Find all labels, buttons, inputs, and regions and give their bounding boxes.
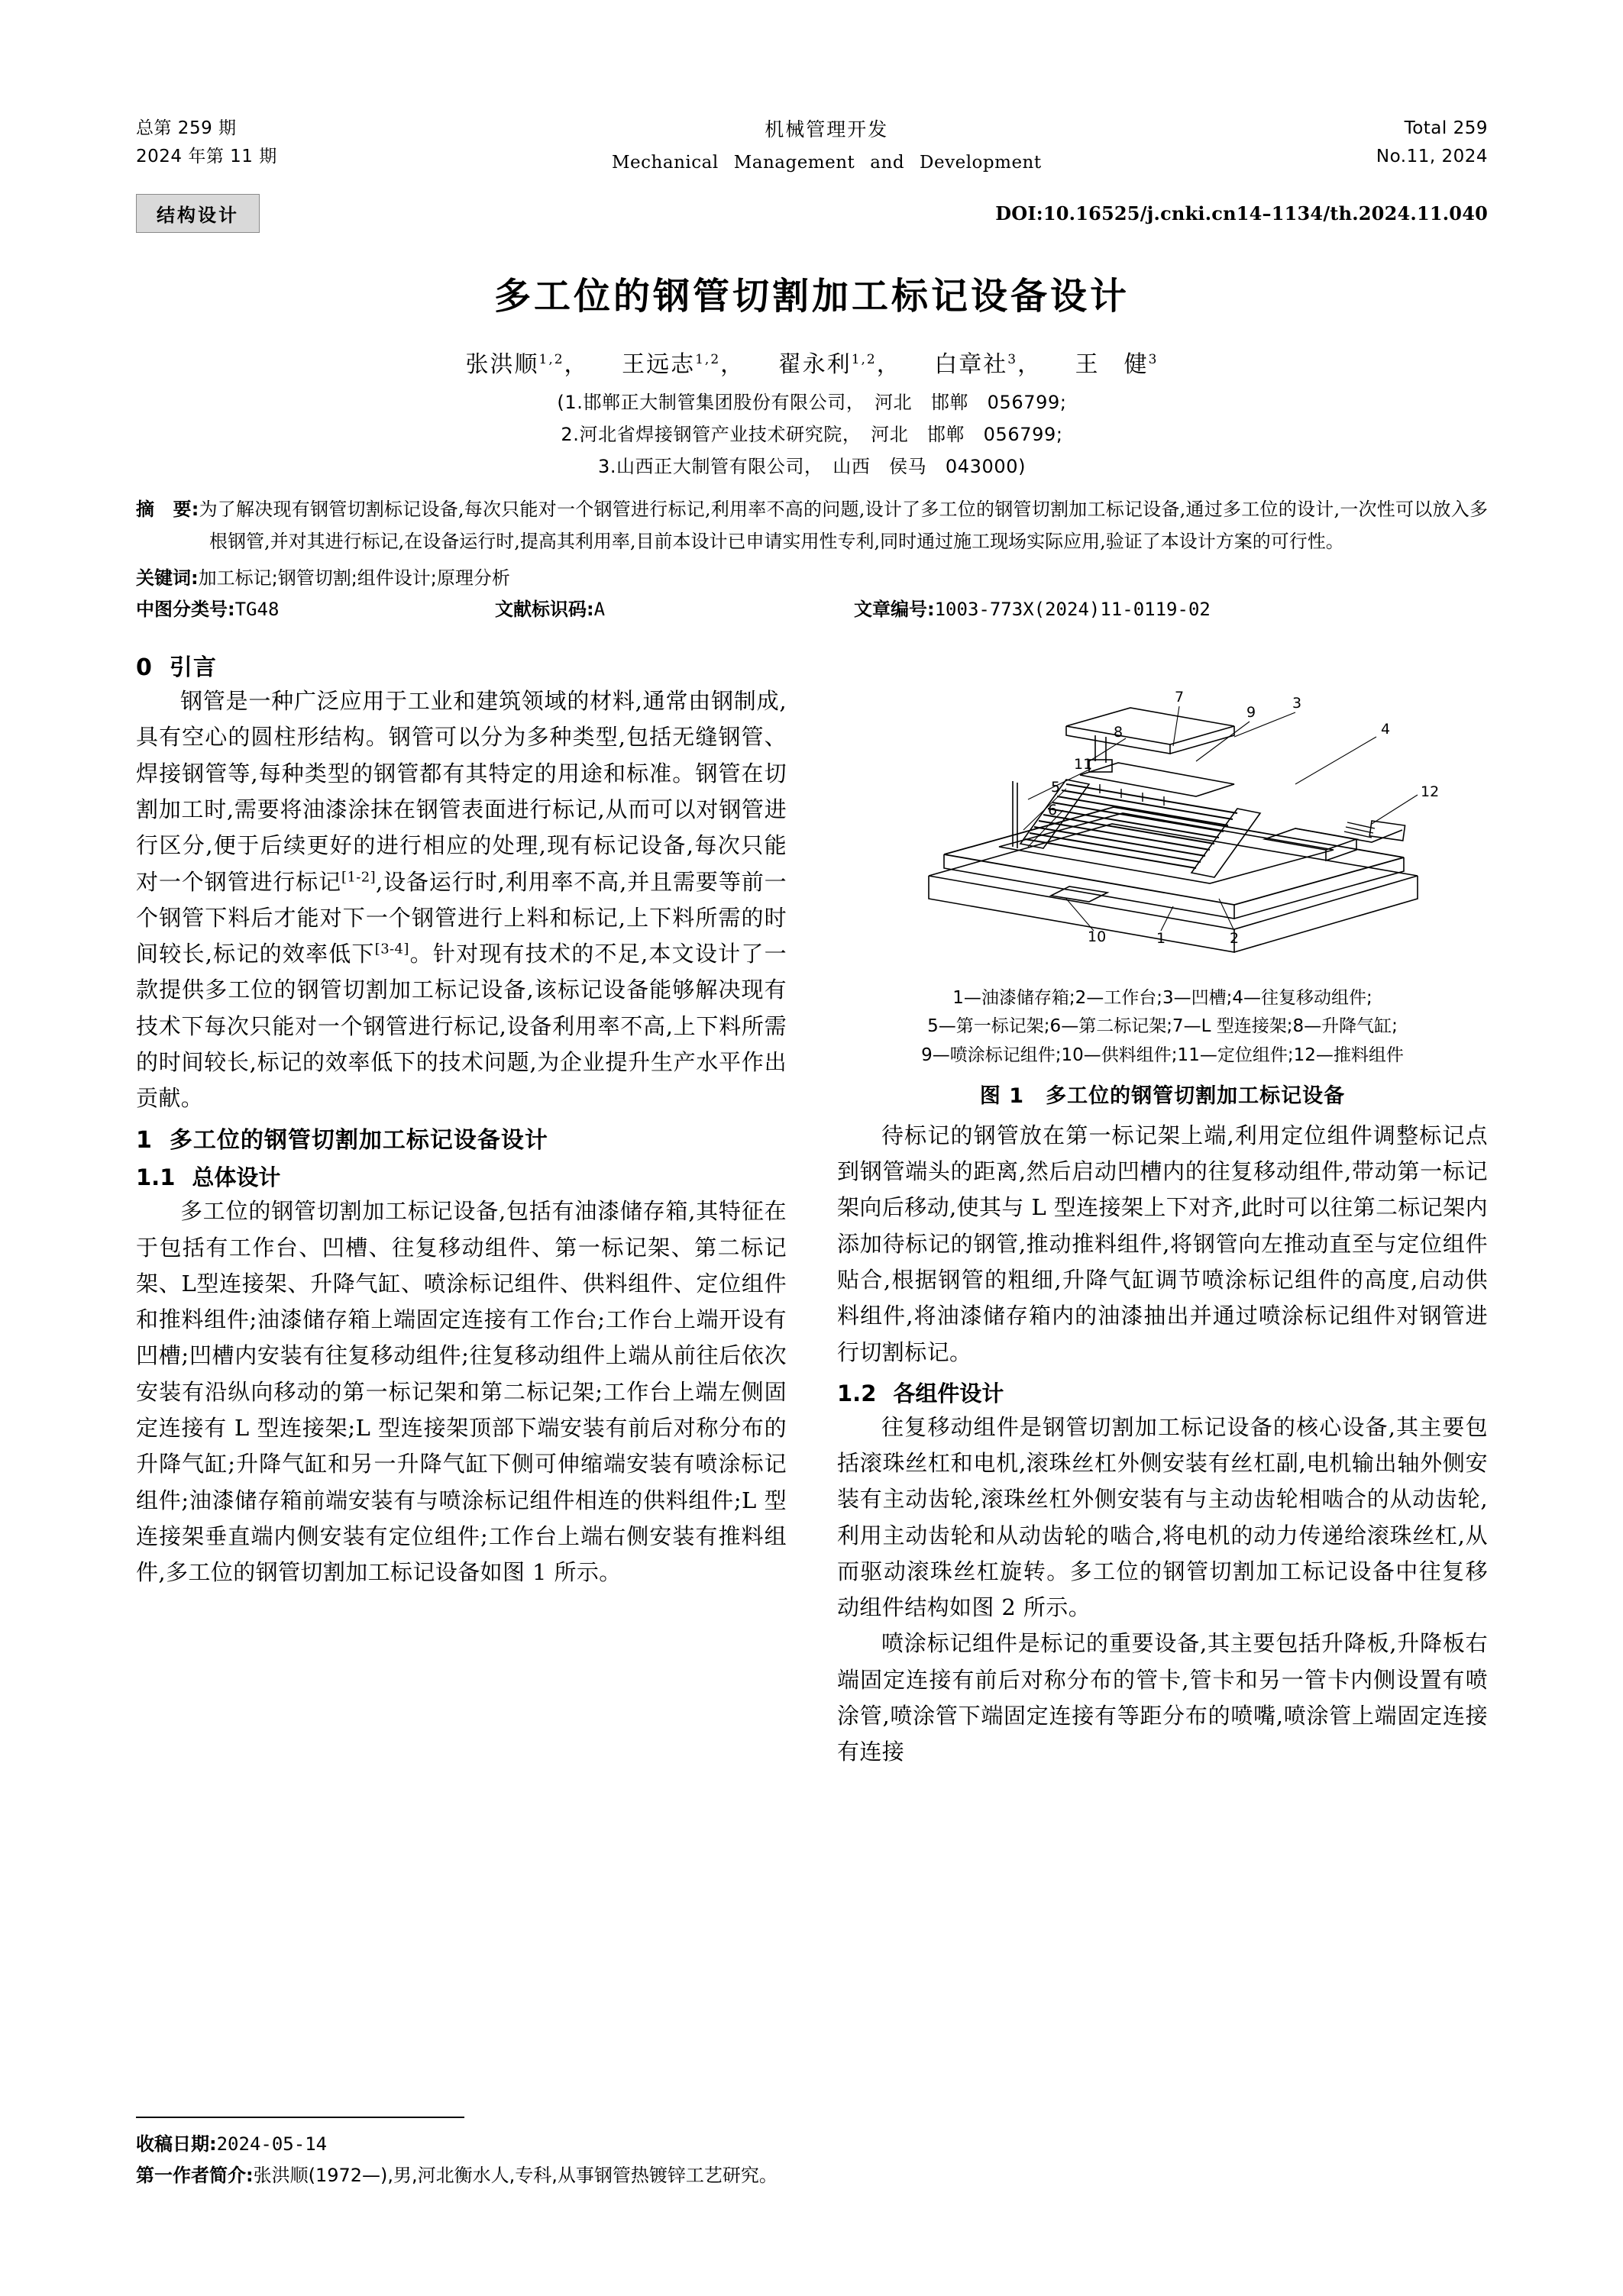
section-1-2-number: 1.2 (837, 1380, 877, 1406)
abstract-text: 为了解决现有钢管切割标记设备,每次只能对一个钢管进行标记,利用率不高的问题,设计了多工位的钢管切割加工标记设备,通过多工位的设计,一次性可以放入多根钢管,并对其进行标记,在设备运行时,提高其利用率,目前本设计已申请实用性专利,同时通过施工现场实际应用,验证了本设计方案的可行性。 (199, 498, 1488, 553)
received-date-value: 2024-05-14 (216, 2133, 328, 2155)
paragraph-intro-b: ,设备运行时,利用率不高,并且需要等前一个钢管下料后才能对下一个钢管进行上料和标记,上下料所需的时间较长,标记的效率低下 (136, 868, 787, 967)
section-1-2-title: 各组件设计 (893, 1380, 1004, 1406)
affiliation-1: (1.邯郸正大制管集团股份有限公司， 河北 邯郸 056799; (557, 391, 1067, 413)
article-value: 1003-773X(2024)11-0119-02 (934, 599, 1211, 621)
abstract-paragraph (136, 493, 1488, 558)
section-heading-0 (136, 648, 787, 682)
author-5-name: 王 健 (1075, 350, 1149, 378)
author-1-sep: ， (564, 350, 589, 378)
paragraph-operation: 待标记的钢管放在第一标记架上端,利用定位组件调整标记点到钢管端头的距离,然后启动凹槽内的往复移动组件,带动第一标记架向后移动,使其与 L 型连接架上下对齐,此时可以往第二标记架内添加待标记的钢管,推动推料组件,将钢管向左推动直至与定位组件贴合,根据钢管的粗细,升降气缸调节喷涂标记组件的高度,启动供料组件,将油漆储存箱内的油漆抽出并通过喷涂标记组件对钢管进行切割标记。 (837, 1122, 1488, 1365)
figure-1-legend-line-1: 1—油漆储存箱;2—工作台;3—凹槽;4—往复移动组件; (952, 988, 1372, 1009)
section-heading-1 (136, 1121, 787, 1154)
citation-3-4: [3-4] (374, 941, 409, 957)
journal-name-en-3: and (870, 152, 905, 173)
author-4-sep: ， (1017, 350, 1043, 378)
journal-name-en-2: Management (733, 152, 855, 173)
article-label: 文章编号: (854, 599, 935, 621)
section-heading-1-2 (837, 1377, 1488, 1408)
figure-label-9: 9 (1246, 704, 1256, 722)
running-head-right (1376, 115, 1488, 172)
figure-1-caption-number: 图 1 (979, 1083, 1025, 1108)
clc-label: 中图分类号: (136, 599, 235, 621)
section-1-title: 多工位的钢管切割加工标记设备设计 (169, 1127, 548, 1154)
figure-label-11: 11 (1074, 756, 1093, 773)
issue-year: 2024 年第 11 期 (136, 147, 277, 167)
page-title: 多工位的钢管切割加工标记设备设计 (493, 274, 1130, 318)
footnote-block (136, 2117, 800, 2191)
keywords-label: 关键词: (136, 567, 199, 589)
journal-name-en-4: Development (920, 152, 1042, 173)
right-column (837, 644, 1488, 1770)
received-date-label: 收稿日期: (136, 2133, 217, 2155)
author-1-name: 张洪顺 (465, 350, 539, 378)
figure-label-3: 3 (1292, 695, 1302, 712)
clc-group (136, 594, 495, 621)
paragraph-intro-a: 钢管是一种广泛应用于工业和建筑领域的材料,通常由钢制成,具有空心的圆柱形结构。钢管可以分为多种类型,包括无缝钢管、焊接钢管等,每种类型的钢管都有其特定的用途和标准。钢管在切割加工时,需要将油漆涂抹在钢管表面进行标记,从而可以对钢管进行区分,便于后续更好的进行相应的处理,现有标记设备,每次只能对一个钢管进行标记 (136, 688, 787, 895)
paragraph-overall-design: 多工位的钢管切割加工标记设备,包括有油漆储存箱,其特征在于包括有工作台、凹槽、往复移动组件、第一标记架、第二标记架、L型连接架、升降气缸、喷涂标记组件、供料组件、定位组件和推料组件;油漆储存箱上端固定连接有工作台;工作台上端开设有凹槽;凹槽内安装有往复移动组件;往复移动组件上端从前往后依次安装有沿纵向移动的第一标记架和第二标记架;工作台上端左侧固定连接有 L 型连接架;L 型连接架顶部下端安装有前后对称分布的升降气缸;升降气缸和另一升降气缸下侧可伸缩端安装有喷涂标记组件;油漆储存箱前端安装有与喷涂标记组件相连的供料组件;L 型连接架垂直端内侧安装有定位组件;工作台上端右侧安装有推料组件,多工位的钢管切割加工标记设备如图 1 所示。 (136, 1198, 787, 1586)
author-5 (1075, 351, 1159, 378)
author-4-sup: 3 (1007, 351, 1018, 367)
author-2-sep: ， (720, 350, 745, 378)
abstract-label: 摘 要: (136, 498, 199, 520)
section-0-title: 引言 (169, 654, 217, 682)
figure-label-1: 1 (1156, 930, 1166, 948)
figure-label-2: 2 (1230, 930, 1240, 948)
issue-total: 总第 259 期 (136, 118, 237, 138)
citation-1-2: [1-2] (341, 868, 377, 885)
received-date (136, 2129, 800, 2160)
keywords-block (136, 563, 1488, 589)
journal-name-en (277, 149, 1376, 177)
figure-label-7: 7 (1175, 689, 1185, 706)
author-3 (778, 351, 901, 378)
category-doi-row (136, 194, 1488, 233)
paragraph-intro (136, 683, 787, 1116)
author-4 (934, 351, 1042, 378)
section-heading-1-1 (136, 1161, 787, 1192)
total-issue-en: Total 259 (1404, 118, 1488, 138)
author-2 (622, 351, 745, 378)
paragraph-intro-c: 。针对现有技术的不足,本文设计了一款提供多工位的钢管切割加工标记设备,该标记设备能够解决现有技术下每次只能对一个钢管进行标记,设备利用率不高,上下料所需的时间较长,标记的效率低下的技术问题,为企业提升生产水平作出贡献。 (136, 941, 787, 1112)
figure-label-6: 6 (1048, 802, 1058, 819)
paragraph-reciprocating-assembly: 往复移动组件是钢管切割加工标记设备的核心设备,其主要包括滚珠丝杠和电机,滚珠丝杠外侧安装有丝杠副,电机输出轴外侧安装有主动齿轮,滚珠丝杠外侧安装有与主动齿轮相啮合的从动齿轮,利用主动齿轮和从动齿轮的啮合,将电机的动力传递给滚珠丝杠,从而驱动滚珠丝杠旋转。多工位的钢管切割加工标记设备中往复移动组件结构如图 2 所示。 (837, 1413, 1488, 1621)
keywords-text: 加工标记;钢管切割;组件设计;原理分析 (198, 567, 510, 589)
author-3-sup: 1,2 (851, 351, 877, 367)
author-2-sup: 1,2 (695, 351, 721, 367)
article-group (854, 594, 1488, 621)
section-0-number: 0 (136, 654, 153, 682)
two-column-body (136, 644, 1488, 1770)
author-1-sup: 1,2 (538, 351, 564, 367)
section-1-number: 1 (136, 1127, 153, 1154)
section-1-1-number: 1.1 (136, 1164, 176, 1191)
author-3-sep: ， (876, 350, 901, 378)
paragraph-spray-assembly: 喷涂标记组件是标记的重要设备,其主要包括升降板,升降板右端固定连接有前后对称分布的管卡,管卡和另一管卡内侧设置有喷涂管,喷涂管下端固定连接有等距分布的喷嘴,喷涂管上端固定连接有连接 (837, 1630, 1488, 1765)
section-1-1-title: 总体设计 (192, 1164, 281, 1191)
figure-1-legend-line-2: 5—第一标记架;6—第二标记架;7—L 型连接架;8—升降气缸; (927, 1016, 1398, 1037)
author-bio-label: 第一作者简介: (136, 2164, 254, 2186)
author-list (136, 345, 1488, 379)
doc-group (495, 594, 854, 621)
author-3-name: 翟永利 (778, 350, 852, 378)
left-column (136, 644, 787, 1770)
figure-1-legend-line-3: 9—喷涂标记组件;10—供料组件;11—定位组件;12—推料组件 (921, 1045, 1404, 1065)
journal-name (277, 115, 1376, 177)
author-2-name: 王远志 (622, 350, 696, 378)
author-1 (466, 351, 589, 378)
doc-value: A (593, 599, 606, 621)
equipment-isometric-drawing (837, 647, 1488, 975)
figure-label-5: 5 (1051, 779, 1061, 796)
doc-label: 文献标识码: (495, 599, 594, 621)
figure-label-8: 8 (1114, 724, 1123, 741)
abstract-block (136, 493, 1488, 558)
figure-1-caption-text: 多工位的钢管切割加工标记设备 (1046, 1083, 1346, 1108)
issue-no-en: No.11, 2024 (1376, 147, 1488, 167)
affiliation-3: 3.山西正大制管有限公司， 山西 侯马 043000) (597, 455, 1026, 477)
author-bio-value: 张洪顺(1972—),男,河北衡水人,专科,从事钢管热镀锌工艺研究。 (253, 2164, 778, 2186)
affiliation-list (136, 386, 1488, 483)
figure-1-legend (837, 984, 1488, 1070)
journal-name-cn: 机械管理开发 (765, 118, 889, 140)
journal-name-en-1: Mechanical (612, 152, 719, 173)
category-badge: 结构设计 (136, 194, 260, 233)
clc-value: TG48 (234, 599, 280, 621)
figure-1-caption (837, 1079, 1488, 1109)
figure-label-12: 12 (1421, 783, 1440, 801)
figure-1 (837, 647, 1488, 1109)
figure-label-4: 4 (1381, 721, 1391, 738)
running-head (136, 115, 1488, 177)
classification-row (136, 594, 1488, 621)
author-4-name: 白章社 (934, 350, 1008, 378)
doi-text: DOI:10.16525/j.cnki.cn14–1134/th.2024.11.040 (995, 202, 1488, 224)
author-bio (136, 2160, 800, 2191)
affiliation-2: 2.河北省焊接钢管产业技术研究院， 河北 邯郸 056799; (561, 423, 1063, 445)
running-head-left (136, 115, 277, 172)
author-5-sup: 3 (1148, 351, 1159, 367)
figure-1-image (837, 647, 1488, 975)
figure-label-10: 10 (1088, 928, 1107, 946)
footnote-divider (136, 2117, 464, 2118)
